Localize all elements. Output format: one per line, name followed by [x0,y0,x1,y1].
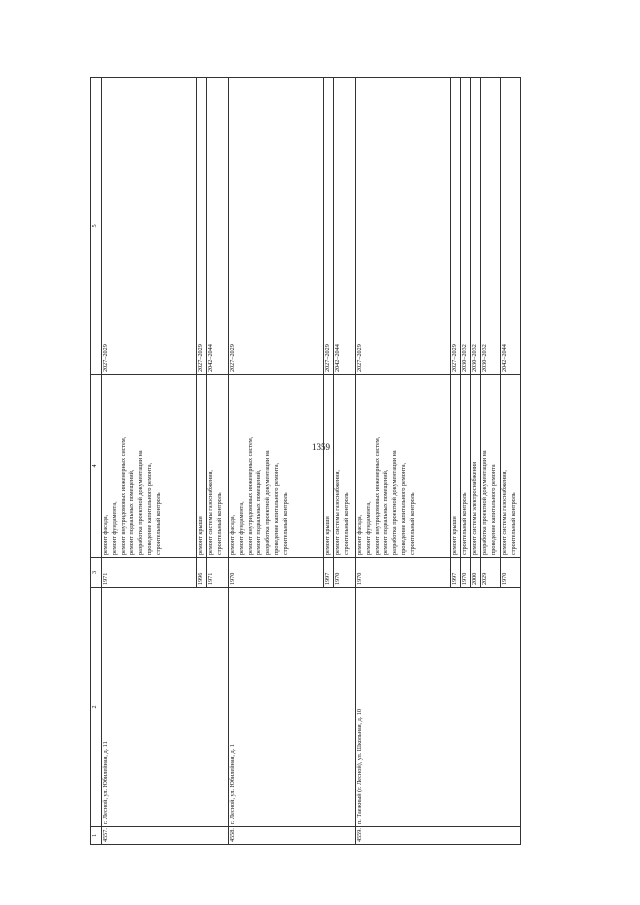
work-item: ремонт фасада, [102,514,109,555]
construction-year: 1970 [334,558,356,588]
planned-period: 2042–2044 [501,78,521,375]
work-types [197,375,207,558]
work-item: разработка проектной документации на [391,450,399,555]
work-types [461,375,471,558]
construction-year: 1971 [207,558,229,588]
work-item: ремонт фундамента, [364,501,372,555]
work-item: строительный контроль [154,492,162,555]
planned-period: 2027–2029 [197,78,207,375]
work-item: ремонт крыши [197,516,204,555]
page-number: 1359 [312,442,330,452]
work-types [334,375,356,558]
construction-year: 1997 [324,558,334,588]
work-types [481,375,501,558]
work-types [501,375,521,558]
planned-period: 2027–2029 [229,78,324,375]
construction-year: 1996 [197,558,207,588]
capital-repair-table [90,77,521,845]
work-item: ремонт крыши [451,516,458,555]
work-item: разработка проектной документации на [264,450,272,555]
construction-year: 1997 [451,558,461,588]
header-row [91,78,102,845]
planned-period: 2042–2044 [334,78,356,375]
record-address: п. Таежный (г. Лесной), ул. Школьная, д. 10 [356,588,521,827]
table-row [356,78,451,845]
work-item: ремонт внутридомовых инженерных систем, [119,436,127,555]
work-types [324,375,334,558]
rotated-table-container [90,78,520,845]
planned-period: 2027–2029 [324,78,334,375]
work-item: проведение капитального ремонта, [272,462,280,555]
construction-year: 2000 [471,558,481,588]
planned-period: 2027–2029 [356,78,451,375]
work-item: строительный контроль [342,492,350,555]
work-item: строительный контроль [281,492,289,555]
work-item: ремонт фундамента, [237,501,245,555]
record-address: г. Лесной, ул. Юбилейная, д. 1 [229,588,356,827]
construction-year: 1971 [102,558,197,588]
header-col-2: 2 [91,588,102,827]
record-number: 4559. [356,827,521,845]
work-types [471,375,481,558]
construction-year: 1970 [356,558,451,588]
work-types [229,375,324,558]
work-item: строительный контроль [509,492,517,555]
header-col-5: 5 [91,78,102,375]
planned-period: 2030–2032 [471,78,481,375]
planned-period: 2030–2032 [461,78,471,375]
header-col-1: 1 [91,827,102,845]
work-item: проведение капитального ремонта, [399,462,407,555]
table-body [102,78,521,845]
work-item: разработка проектной документации на [481,450,488,555]
work-item: строительный контроль [461,492,468,555]
work-item: ремонт системы электроснабжения [471,462,478,555]
header-col-3: 3 [91,558,102,588]
table-row [102,78,197,845]
work-types [356,375,451,558]
work-types [102,375,197,558]
work-item: ремонт подвальных помещений, [128,469,136,555]
work-item: ремонт фундамента, [110,501,118,555]
work-item: разработка проектной документации на [137,450,145,555]
record-number: 4558. [229,827,356,845]
work-item: ремонт подвальных помещений, [255,469,263,555]
planned-period: 2042–2044 [207,78,229,375]
record-number: 4557. [102,827,229,845]
planned-period: 2030–2032 [481,78,501,375]
work-item: ремонт системы газоснабжения, [501,470,508,555]
work-types [207,375,229,558]
record-address: г. Лесной, ул. Юбилейная, д. 11 [102,588,229,827]
header-col-4: 4 [91,375,102,558]
work-item: ремонт фасада, [356,514,363,555]
work-item: строительный контроль [215,492,223,555]
work-types [451,375,461,558]
work-item: проведение капитального ремонта, [145,462,153,555]
work-item: строительный контроль [408,492,416,555]
work-item: ремонт внутридомовых инженерных систем, [373,436,381,555]
construction-year: 1970 [501,558,521,588]
work-item: ремонт системы газоснабжения, [334,470,341,555]
work-item: ремонт внутридомовых инженерных систем, [246,436,254,555]
work-item: ремонт крыши [324,516,331,555]
work-item: проведение капитального ремонта [489,464,497,555]
work-item: ремонт подвальных помещений, [382,469,390,555]
work-item: ремонт системы газоснабжения, [207,470,214,555]
planned-period: 2027–2029 [102,78,197,375]
construction-year: 1970 [229,558,324,588]
table-row [229,78,324,845]
construction-year: 2029 [481,558,501,588]
construction-year: 1970 [461,558,471,588]
work-item: ремонт фасада, [229,514,236,555]
planned-period: 2027–2029 [451,78,461,375]
